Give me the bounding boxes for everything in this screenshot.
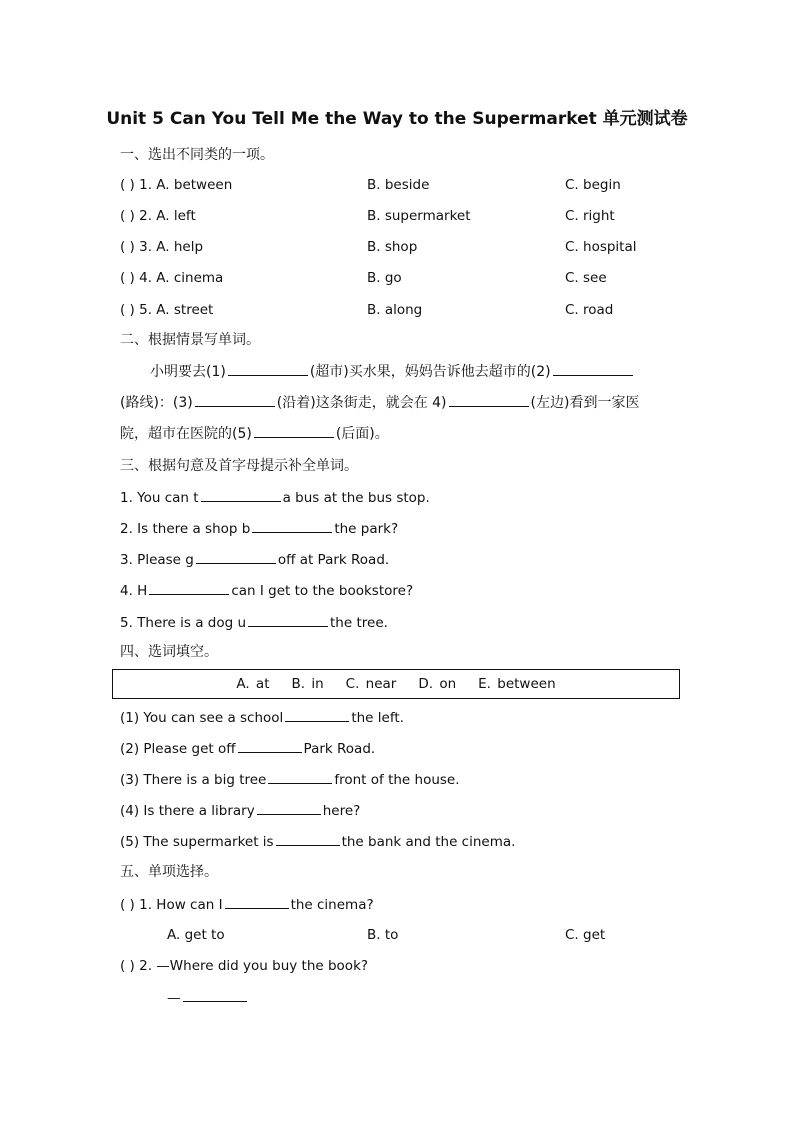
section1-item-b: B. beside xyxy=(367,177,430,193)
question-text: 5. There is a dog u xyxy=(120,615,247,631)
question-text: the left. xyxy=(351,710,404,726)
question-text: can I get to the bookstore? xyxy=(231,583,414,599)
section3-item xyxy=(120,487,430,508)
word-option: E. between xyxy=(478,676,556,692)
answer-blank[interactable] xyxy=(449,392,529,407)
section1-item-a: ( ) 4. A. cinema xyxy=(120,270,224,286)
section1-heading: 一、选出不同类的一项。 xyxy=(120,147,274,163)
answer-blank[interactable] xyxy=(248,612,328,627)
passage-text-continued: (左边)看到一家医 xyxy=(530,395,640,411)
section4-item xyxy=(120,738,375,759)
question-text: front of the house. xyxy=(334,772,460,788)
passage-text: 院，超市在医院的(5) xyxy=(120,426,252,442)
answer-blank[interactable] xyxy=(285,707,349,722)
section1-item-c: C. begin xyxy=(565,177,621,193)
choice-a: A. get to xyxy=(167,927,225,943)
question-text: a bus at the bus stop. xyxy=(282,490,430,506)
choice-c: C. get xyxy=(565,927,606,943)
answer-blank[interactable] xyxy=(195,392,275,407)
dialogue-answer-line xyxy=(167,987,249,1008)
dash-mark: — xyxy=(167,990,181,1006)
answer-blank[interactable] xyxy=(268,769,332,784)
passage-text: (路线)：(3) xyxy=(120,395,193,411)
answer-blank[interactable] xyxy=(276,831,340,846)
passage-text: (超市)买水果，妈妈告诉他去超市的(2) xyxy=(309,364,551,380)
section5-heading: 五、单项选择。 xyxy=(120,864,218,880)
section1-item-b: B. supermarket xyxy=(367,208,471,224)
section1-item-b: B. along xyxy=(367,302,423,318)
answer-blank[interactable] xyxy=(149,580,229,595)
word-bank-box xyxy=(112,669,680,699)
section1-item-b: B. shop xyxy=(367,239,418,255)
question-text: off at Park Road. xyxy=(277,552,390,568)
word-bank xyxy=(113,676,679,692)
question-text: 4. H xyxy=(120,583,148,599)
question-text: the tree. xyxy=(330,615,388,631)
question-text: 1. You can t xyxy=(120,490,199,506)
word-option: A. at xyxy=(236,676,270,692)
passage-text: (后面)。 xyxy=(335,426,389,442)
section4-item xyxy=(120,769,460,790)
answer-blank[interactable] xyxy=(238,738,302,753)
question-text: ( ) 1. How can I xyxy=(120,897,223,913)
section1-item-c: C. hospital xyxy=(565,239,637,255)
section5-question-2: ( ) 2. —Where did you buy the book? xyxy=(120,958,369,974)
section1-item-a: ( ) 5. A. street xyxy=(120,302,214,318)
question-text: the park? xyxy=(334,521,399,537)
section3-item xyxy=(120,549,389,570)
word-option: B. in xyxy=(291,676,324,692)
passage-text: (沿着)这条街走，就会在 4) xyxy=(276,395,447,411)
question-text: (1) You can see a school xyxy=(120,710,284,726)
question-text: the bank and the cinema. xyxy=(341,834,516,850)
question-text: (2) Please get off xyxy=(120,741,236,757)
section1-item-c: C. road xyxy=(565,302,614,318)
section4-item xyxy=(120,831,515,852)
section4-item xyxy=(120,707,404,728)
choice-b: B. to xyxy=(367,927,399,943)
answer-blank[interactable] xyxy=(553,361,633,376)
section1-item-a: ( ) 3. A. help xyxy=(120,239,204,255)
section1-item-a: ( ) 2. A. left xyxy=(120,208,196,224)
section1-item-a: ( ) 1. A. between xyxy=(120,177,233,193)
question-text: 2. Is there a shop b xyxy=(120,521,251,537)
section2-heading: 二、根据情景写单词。 xyxy=(120,332,260,348)
section4-heading: 四、选词填空。 xyxy=(120,644,218,660)
section1-item-c: C. see xyxy=(565,270,607,286)
section4-item xyxy=(120,800,360,821)
passage-text: 小明要去(1) xyxy=(150,364,226,380)
answer-blank[interactable] xyxy=(257,800,321,815)
section3-item xyxy=(120,518,398,539)
answer-blank[interactable] xyxy=(228,361,308,376)
question-text: the cinema? xyxy=(290,897,374,913)
section5-question-1 xyxy=(120,894,374,915)
answer-blank[interactable] xyxy=(183,987,247,1002)
word-option: D. on xyxy=(418,676,457,692)
section3-item xyxy=(120,580,413,601)
question-text: 3. Please g xyxy=(120,552,194,568)
question-text: (5) The supermarket is xyxy=(120,834,274,850)
question-text: Park Road. xyxy=(303,741,376,757)
page-title: Unit 5 Can You Tell Me the Way to the Supermarket 单元测试卷 xyxy=(106,109,688,129)
section3-item xyxy=(120,612,388,633)
answer-blank[interactable] xyxy=(201,487,281,502)
question-text: (4) Is there a library xyxy=(120,803,255,819)
question-text: (3) There is a big tree xyxy=(120,772,267,788)
question-text: here? xyxy=(322,803,361,819)
answer-blank[interactable] xyxy=(196,549,276,564)
answer-blank[interactable] xyxy=(252,518,332,533)
section3-heading: 三、根据句意及首字母提示补全单词。 xyxy=(120,458,358,474)
section1-item-b: B. go xyxy=(367,270,402,286)
answer-blank[interactable] xyxy=(225,894,289,909)
answer-blank[interactable] xyxy=(254,423,334,438)
section2-passage xyxy=(120,357,676,450)
section1-item-c: C. right xyxy=(565,208,615,224)
word-option: C. near xyxy=(345,676,397,692)
